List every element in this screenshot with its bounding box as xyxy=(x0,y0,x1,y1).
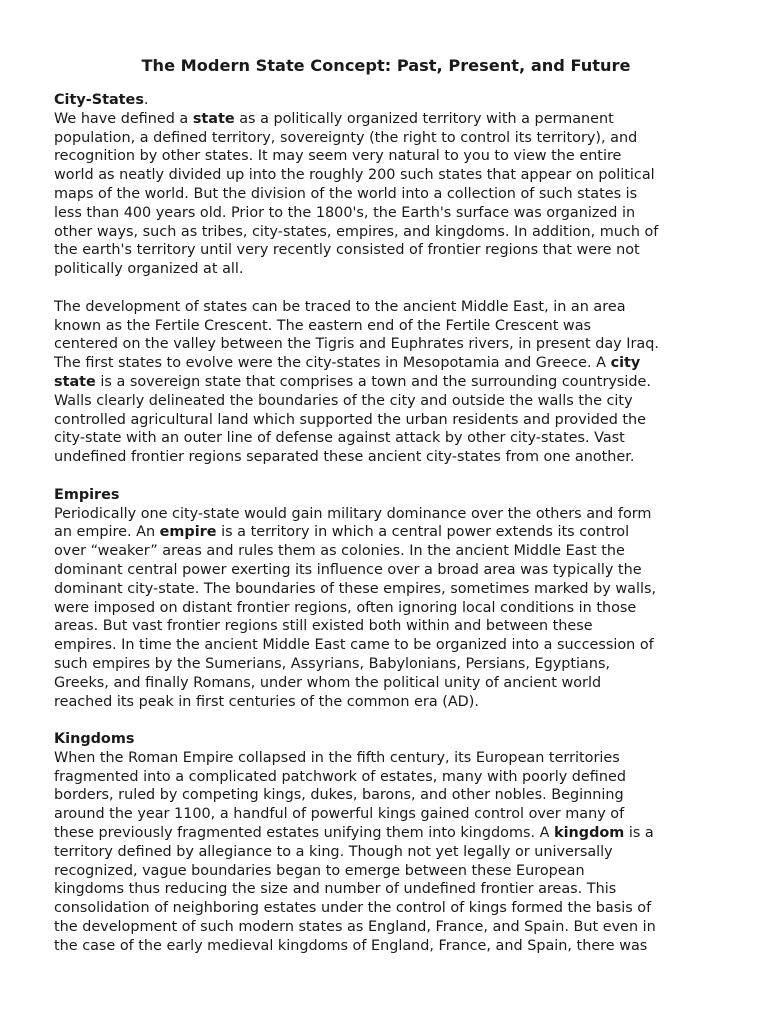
section-heading xyxy=(54,730,718,749)
text-line xyxy=(54,918,718,937)
text-run: When the Roman Empire collapsed in the fifth century, its European territories xyxy=(54,749,620,766)
text-line xyxy=(54,223,718,242)
text-line xyxy=(54,354,718,373)
paragraph xyxy=(54,110,718,279)
text-run: is a territory in which a central power extends its control xyxy=(216,524,630,541)
text-run: population, a defined territory, sovereignty (the right to control its territory), and xyxy=(54,129,638,146)
text-run: as a politically organized territory with a permanent xyxy=(234,110,614,127)
text-line xyxy=(54,843,718,862)
text-line xyxy=(54,599,718,618)
text-run: known as the Fertile Crescent. The eastern end of the Fertile Crescent was xyxy=(54,317,592,334)
text-run: empires. In time the ancient Middle East came to be organized into a succession of xyxy=(54,637,654,654)
text-line xyxy=(54,129,718,148)
text-line xyxy=(54,862,718,881)
text-run: other ways, such as tribes, city-states, empires, and kingdoms. In addition, much of xyxy=(54,223,659,240)
text-line xyxy=(54,429,718,448)
paragraph xyxy=(54,505,718,712)
text-line xyxy=(54,768,718,787)
document-page xyxy=(54,54,718,956)
defined-term: city xyxy=(610,355,641,372)
section-heading-suffix: . xyxy=(143,92,149,108)
section-heading xyxy=(54,486,718,505)
text-run: territory defined by allegiance to a king. Though not yet legally or universally xyxy=(54,843,613,860)
text-line xyxy=(54,636,718,655)
text-line xyxy=(54,617,718,636)
text-run: We have defined a xyxy=(54,110,193,127)
text-run: Walls clearly delineated the boundaries of the city and outside the walls the city xyxy=(54,392,633,409)
text-run: maps of the world. But the division of the world into a collection of such states is xyxy=(54,185,638,202)
text-run: kingdoms thus reducing the size and number of undefined frontier areas. This xyxy=(54,881,617,898)
defined-term: empire xyxy=(159,524,217,541)
text-line xyxy=(54,448,718,467)
text-run: undefined frontier regions separated these ancient city-states from one another. xyxy=(54,449,635,466)
defined-term: state xyxy=(54,373,96,390)
text-line xyxy=(54,880,718,899)
text-line xyxy=(54,580,718,599)
text-line xyxy=(54,805,718,824)
text-line xyxy=(54,110,718,129)
paragraph xyxy=(54,749,718,956)
text-run: these previously fragmented estates unifying them into kingdoms. A xyxy=(54,825,555,842)
text-line xyxy=(54,392,718,411)
text-run: consolidation of neighboring estates under the control of kings formed the basis of xyxy=(54,900,652,917)
section-spacer xyxy=(54,467,718,486)
text-run: less than 400 years old. Prior to the 1800's, the Earth's surface was organized in xyxy=(54,204,636,221)
text-run: borders, ruled by competing kings, dukes, barons, and other nobles. Beginning xyxy=(54,787,624,804)
section-heading-text: City-States xyxy=(54,92,144,108)
text-run: The first states to evolve were the city-states in Mesopotamia and Greece. A xyxy=(54,355,611,372)
text-run: were imposed on distant frontier regions, often ignoring local conditions in those xyxy=(54,599,637,616)
text-line xyxy=(54,505,718,524)
text-run: recognition by other states. It may seem very natural to you to view the entire xyxy=(54,148,622,165)
text-line xyxy=(54,298,718,317)
text-run: the case of the early medieval kingdoms of England, France, and Spain, there was xyxy=(54,937,648,954)
text-run: Greeks, and finally Romans, under whom the political unity of ancient world xyxy=(54,674,602,691)
text-line xyxy=(54,674,718,693)
text-run: is a sovereign state that comprises a town and the surrounding countryside. xyxy=(95,373,651,390)
text-line xyxy=(54,335,718,354)
section-heading-text: Empires xyxy=(54,486,120,503)
text-run: reached its peak in first centuries of the common era (AD). xyxy=(54,693,479,710)
paragraph xyxy=(54,298,718,467)
text-line xyxy=(54,899,718,918)
text-run: politically organized at all. xyxy=(54,261,244,278)
text-run: such empires by the Sumerians, Assyrians, Babylonians, Persians, Egyptians, xyxy=(54,655,611,672)
text-line xyxy=(54,373,718,392)
text-line xyxy=(54,317,718,336)
text-run: an empire. An xyxy=(54,524,160,541)
text-run: world as neatly divided up into the roughly 200 such states that appear on political xyxy=(54,167,655,184)
text-line xyxy=(54,786,718,805)
text-line xyxy=(54,166,718,185)
text-run: city-state with an outer line of defense against attack by other city-states. Vast xyxy=(54,430,625,447)
text-line xyxy=(54,749,718,768)
text-line xyxy=(54,260,718,279)
text-run: Periodically one city-state would gain military dominance over the others and form xyxy=(54,505,652,522)
text-line xyxy=(54,185,718,204)
text-run: areas. But vast frontier regions still existed both within and between these xyxy=(54,618,593,635)
text-line xyxy=(54,824,718,843)
text-run: is a xyxy=(624,825,654,842)
text-run: recognized, vague boundaries began to emerge between these European xyxy=(54,862,585,879)
text-line xyxy=(54,542,718,561)
text-run: dominant city-state. The boundaries of these empires, sometimes marked by walls, xyxy=(54,580,657,597)
text-run: centered on the valley between the Tigris and Euphrates rivers, in present day Iraq. xyxy=(54,336,659,353)
paragraph-spacer xyxy=(54,279,718,298)
text-run: fragmented into a complicated patchwork of estates, many with poorly defined xyxy=(54,768,626,785)
defined-term: kingdom xyxy=(554,825,625,842)
text-run: the development of such modern states as England, France, and Spain. But even in xyxy=(54,919,656,936)
defined-term: state xyxy=(192,110,235,127)
document-body xyxy=(54,91,718,956)
text-line xyxy=(54,147,718,166)
text-run: around the year 1100, a handful of powerful kings gained control over many of xyxy=(54,806,625,823)
document-title: The Modern State Concept: Past, Present, and Future xyxy=(141,56,631,75)
section-heading-text: Kingdoms xyxy=(54,731,135,748)
text-line xyxy=(54,523,718,542)
text-run: controlled agricultural land which supported the urban residents and provided the xyxy=(54,411,647,428)
text-line xyxy=(54,411,718,430)
section-spacer xyxy=(54,711,718,730)
text-run: The development of states can be traced to the ancient Middle East, in an area xyxy=(54,298,626,315)
text-line xyxy=(54,937,718,956)
text-run: dominant central power exerting its influence over a broad area was typically the xyxy=(54,561,642,578)
text-run: the earth's territory until very recently consisted of frontier regions that were not xyxy=(54,242,640,259)
text-line xyxy=(54,561,718,580)
text-line xyxy=(54,693,718,712)
text-line xyxy=(54,241,718,260)
text-line xyxy=(54,204,718,223)
text-run: over “weaker” areas and rules them as colonies. In the ancient Middle East the xyxy=(54,543,625,560)
section-heading xyxy=(54,91,718,110)
text-line xyxy=(54,655,718,674)
